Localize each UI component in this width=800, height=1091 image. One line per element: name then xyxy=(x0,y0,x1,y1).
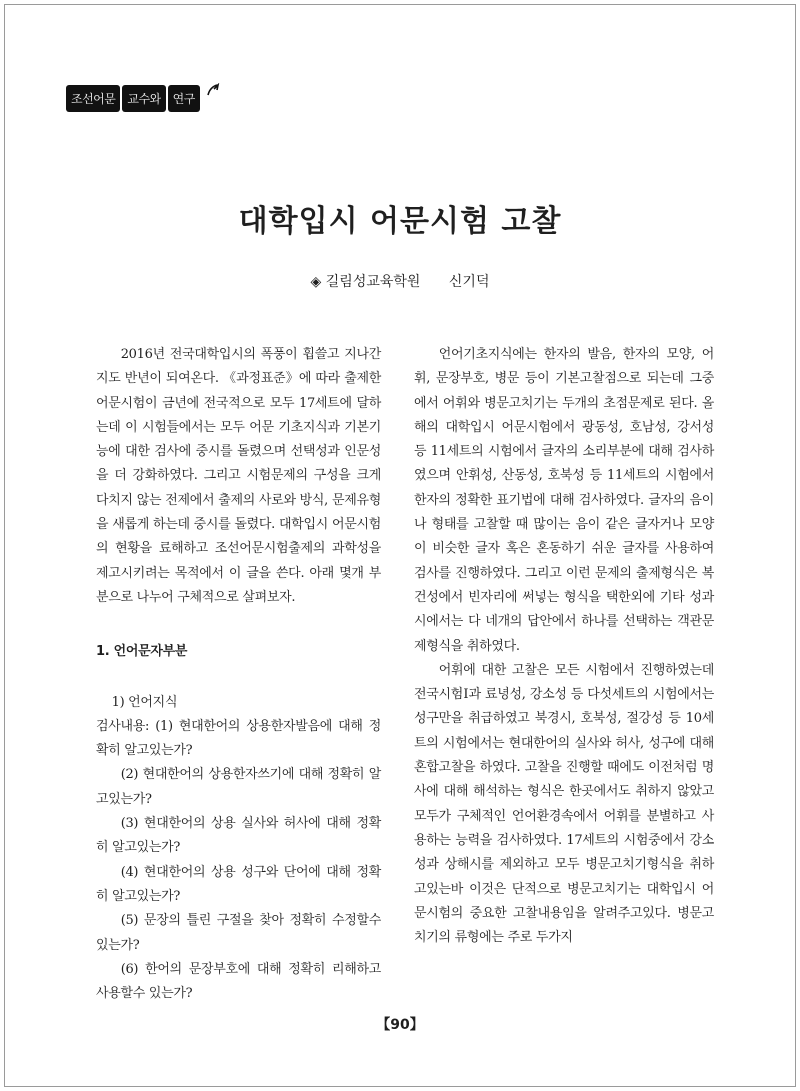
institution: 길림성교육학원 xyxy=(325,274,421,290)
subsection-heading: 1) 언어지식 xyxy=(111,694,178,710)
article-title: 대학입시 어문시험 고찰 xyxy=(238,204,562,239)
flourish-icon xyxy=(206,83,220,97)
list-item: (3) 현대한어의 상용 실사와 허사에 대해 정확히 알고있는가? xyxy=(96,816,381,856)
badge-part-1: 조선어문 xyxy=(66,85,120,112)
list-item: (2) 현대한어의 상용한자쓰기에 대해 정확히 알고있는가? xyxy=(96,767,381,807)
badge-part-2: 교수와 xyxy=(122,85,165,112)
byline xyxy=(0,271,800,291)
journal-section-badge xyxy=(66,84,220,112)
right-column xyxy=(414,343,714,950)
left-column xyxy=(96,343,381,1006)
body-paragraph: 어휘에 대한 고찰은 모든 시험에서 진행하였는데 전국시험Ⅰ과 료녕성, 강소성 등 다섯세트의 시험에서는 성구만을 취급하였고 북경시, 호북성, 절강성 등 10세트의 시험에서는 현대한어의 실사와 허사, 성구에 대해 혼합고찰을 하였다. 고찰을 진행할 때에도 이전처럼 명사에 대해 해석하는 형식은 한곳에서도 취하지 않았고 모두가 구체적인 언어환경속에서 어휘를 분별하고 사용하는 능력을 검사하였다. 17세트의 시험중에서 강소성과 상해시를 제외하고 모두 병문고치기형식을 취하고있는바 이것은 단적으로 병문고치기는 대학입시 어문시험의 중요한 고찰내용임을 알려주고있다. 병문고치기의 류형에는 주로 두가지 xyxy=(414,662,714,946)
badge-part-3: 연구 xyxy=(168,85,200,112)
list-item: (4) 현대한어의 상용 성구와 단어에 대해 정확히 알고있는가? xyxy=(96,864,381,904)
author-name: 신기덕 xyxy=(448,274,490,290)
intro-paragraph: 2016년 전국대학입시의 폭풍이 휩쓸고 지나간지도 반년이 되여온다. 《과정표준》에 따라 출제한 어문시험이 금년에 전국적으로 모두 17세트에 달하는데 이 시험들에서는 모두 어문 기초지식과 기본기능에 대한 검사에 중시를 돌렸으며 선택성과 인문성을 더 강화하였다. 그리고 시험문제의 구성을 크게 다치지 않는 전제에서 출제의 사로와 방식, 문제유형을 새롭게 하는데 중시를 돌렸다. 대학입시 어문시험의 현황을 료해하고 조선어문시험출제의 과학성을 제고시키려는 목적에서 이 글을 쓴다. 아래 몇개 부분으로 나누어 구체적으로 살펴보자. xyxy=(96,347,381,605)
section-heading: 1. 언어문자부분 xyxy=(96,644,188,660)
list-item: (6) 한어의 문장부호에 대해 정확히 리해하고 사용할수 있는가? xyxy=(96,961,381,1002)
list-item: (5) 문장의 틀린 구절을 찾아 정확히 수정할수 있는가? xyxy=(96,913,381,953)
body-paragraph: 언어기초지식에는 한자의 발음, 한자의 모양, 어휘, 문장부호, 병문 등이 기본고찰점으로 되는데 그중에서 어휘와 병문고치기는 두개의 초점문제로 된다. 올해의 대학입시 어문시험에서 광동성, 호남성, 강서성 등 11세트의 시험에서 글자의 소리부분에 대해 검사하였으며 안휘성, 산동성, 호북성 등 11세트의 시험에서 한자의 정확한 표기법에 대해 검사하였다. 글자의 음이나 형태를 고찰할 때 많이는 음이 같은 글자거나 모양이 비슷한 글자 혹은 혼동하기 쉬운 글자를 사용하여 검사를 진행하였다. 그리고 이런 문제의 출제형식은 복건성에서 빈자리에 써넣는 형식을 택한외에 기타 성과 시에서는 다 네개의 답안에서 하나를 선택하는 객관문제형식을 취하였다. xyxy=(414,347,714,654)
page-number: 【90】 xyxy=(376,1017,424,1033)
byline-marker: ◈ xyxy=(310,274,322,290)
content-label: 검사내용: (1) 현대한어의 상용한자발음에 대해 정확히 알고있는가? xyxy=(96,718,381,759)
